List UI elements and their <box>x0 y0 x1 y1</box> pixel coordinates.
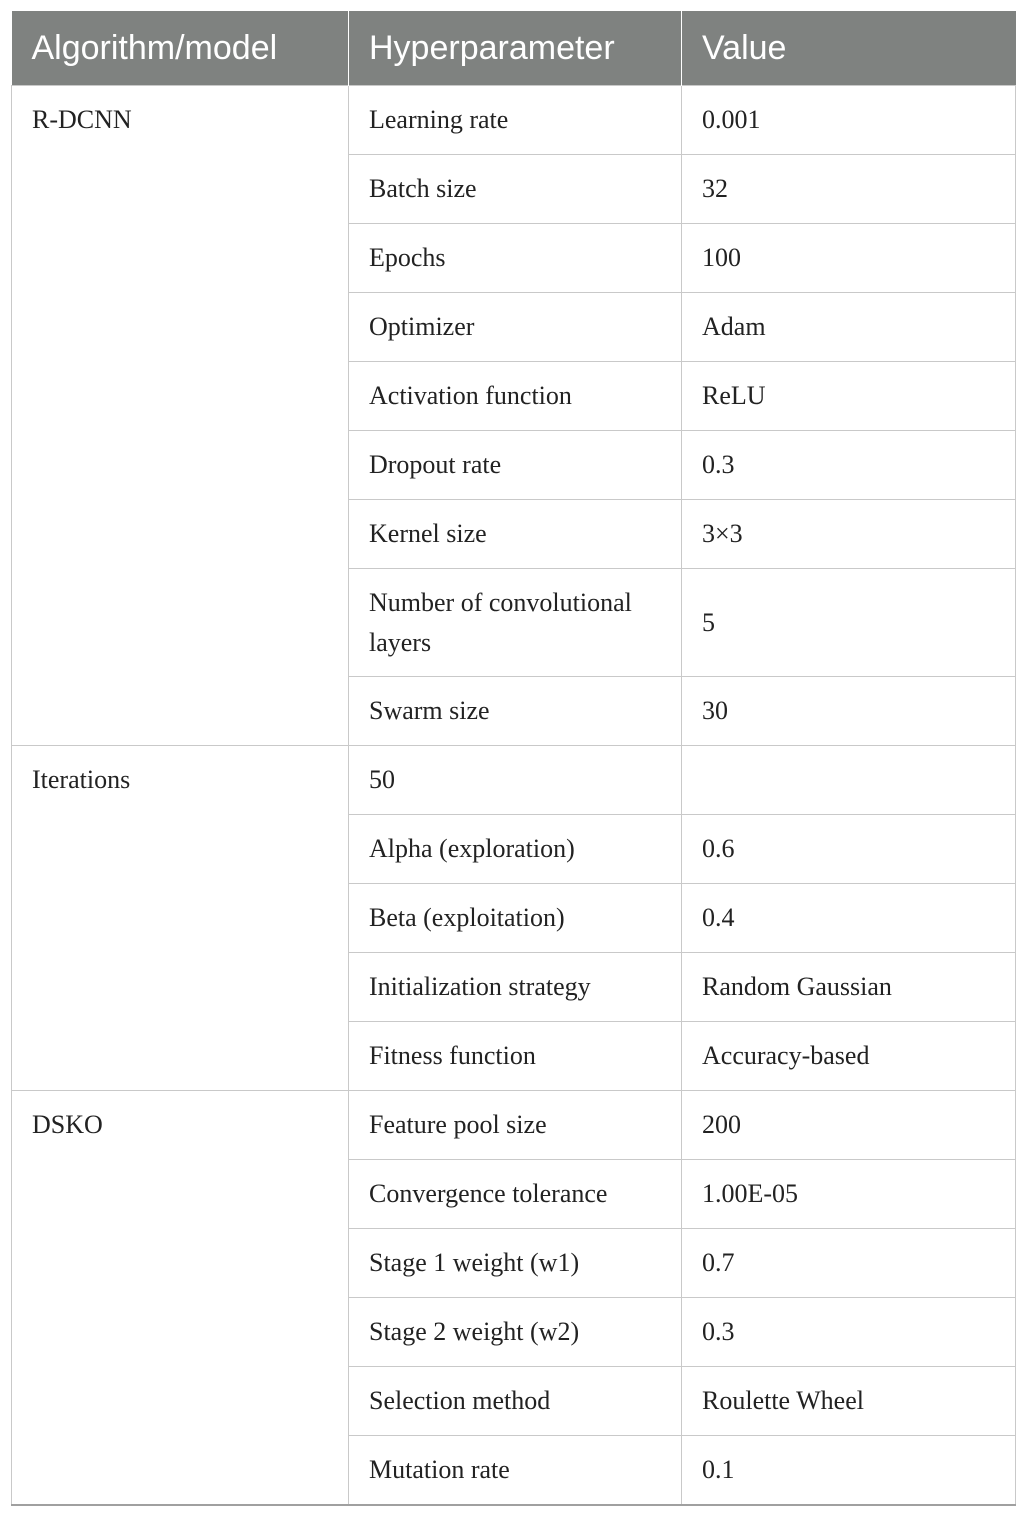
value-cell: 0.001 <box>682 86 1016 155</box>
hyperparameter-cell: Number of convolutional layers <box>349 569 682 677</box>
hyperparameter-cell: Fitness function <box>349 1022 682 1091</box>
hyperparameter-cell: Dropout rate <box>349 431 682 500</box>
header-hyperparameter: Hyperparameter <box>349 11 682 86</box>
hyperparameter-cell: Optimizer <box>349 293 682 362</box>
table-body <box>12 86 1016 1506</box>
hyperparameter-cell: Mutation rate <box>349 1436 682 1506</box>
header-algorithm-model: Algorithm/model <box>12 11 349 86</box>
value-cell: 32 <box>682 155 1016 224</box>
algorithm-cell: R-DCNN <box>12 86 349 746</box>
hyperparameter-cell: Alpha (exploration) <box>349 815 682 884</box>
value-cell: 100 <box>682 224 1016 293</box>
hyperparameter-cell: Stage 1 weight (w1) <box>349 1229 682 1298</box>
value-cell: 0.7 <box>682 1229 1016 1298</box>
hyperparameter-cell: 50 <box>349 746 682 815</box>
table-header <box>12 11 1016 86</box>
value-cell: 1.00E-05 <box>682 1160 1016 1229</box>
table-row <box>12 1091 1016 1160</box>
algorithm-cell: Iterations <box>12 746 349 1091</box>
value-cell: ReLU <box>682 362 1016 431</box>
value-cell: 0.3 <box>682 1298 1016 1367</box>
hyperparameter-cell: Epochs <box>349 224 682 293</box>
hyperparameter-cell: Beta (exploitation) <box>349 884 682 953</box>
value-cell: Adam <box>682 293 1016 362</box>
value-cell: 5 <box>682 569 1016 677</box>
hyperparameter-cell: Learning rate <box>349 86 682 155</box>
value-cell: Accuracy-based <box>682 1022 1016 1091</box>
table-row <box>12 86 1016 155</box>
hyperparameter-cell: Stage 2 weight (w2) <box>349 1298 682 1367</box>
hyperparameter-cell: Convergence tolerance <box>349 1160 682 1229</box>
header-row <box>12 11 1016 86</box>
header-value: Value <box>682 11 1016 86</box>
algorithm-cell: DSKO <box>12 1091 349 1506</box>
value-cell: 3×3 <box>682 500 1016 569</box>
hyperparameter-cell: Activation function <box>349 362 682 431</box>
hyperparameter-cell: Selection method <box>349 1367 682 1436</box>
table-row <box>12 746 1016 815</box>
hyperparameter-cell: Kernel size <box>349 500 682 569</box>
value-cell: 0.4 <box>682 884 1016 953</box>
hyperparameter-table-container <box>11 11 1015 1506</box>
value-cell <box>682 746 1016 815</box>
hyperparameter-cell: Batch size <box>349 155 682 224</box>
value-cell: 0.3 <box>682 431 1016 500</box>
hyperparameter-cell: Feature pool size <box>349 1091 682 1160</box>
value-cell: 200 <box>682 1091 1016 1160</box>
value-cell: 0.6 <box>682 815 1016 884</box>
value-cell: 0.1 <box>682 1436 1016 1506</box>
value-cell: Roulette Wheel <box>682 1367 1016 1436</box>
value-cell: 30 <box>682 677 1016 746</box>
hyperparameter-cell: Swarm size <box>349 677 682 746</box>
hyperparameter-table <box>11 11 1016 1506</box>
value-cell: Random Gaussian <box>682 953 1016 1022</box>
hyperparameter-cell: Initialization strategy <box>349 953 682 1022</box>
